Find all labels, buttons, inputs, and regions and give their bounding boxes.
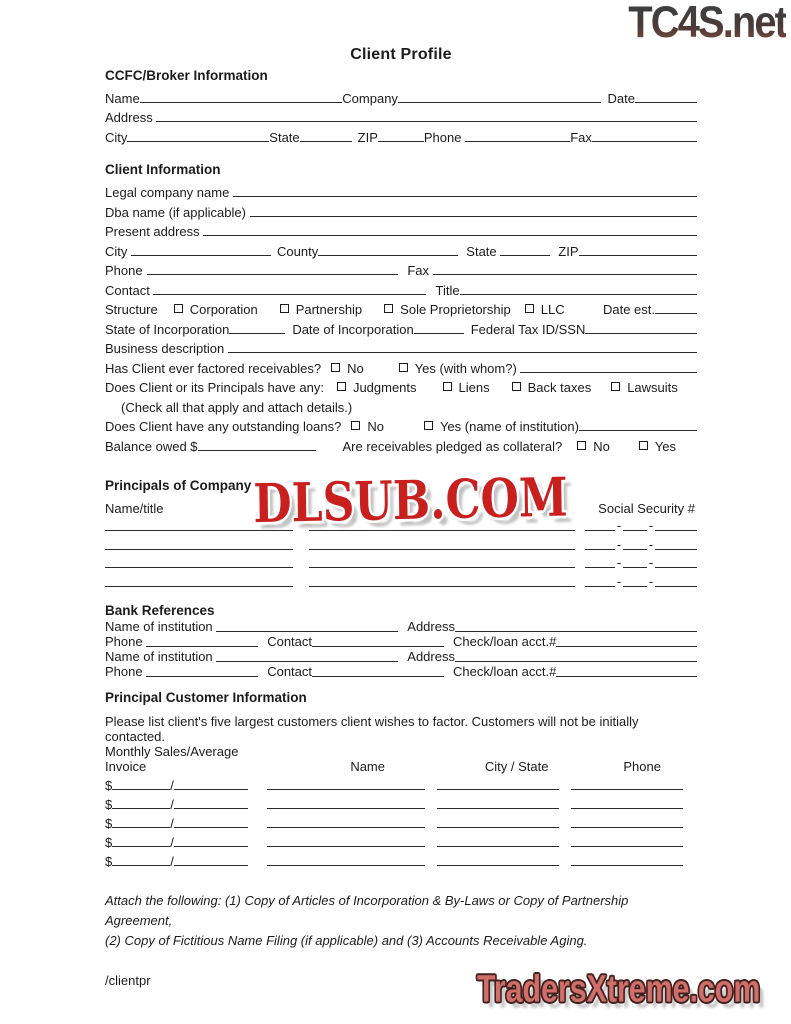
ssn-dash: -: [648, 555, 654, 570]
fill-line: [585, 333, 697, 334]
bank-phone-row-1: [105, 634, 697, 649]
customer-row: [105, 793, 697, 812]
structure-label: Structure: [105, 302, 158, 317]
dollar-sign: $: [105, 796, 113, 812]
dba-name-row: [105, 200, 697, 220]
customer-row: [105, 850, 697, 869]
slash-separator: /: [170, 853, 174, 869]
client-phone-row: [105, 259, 697, 279]
legal-name-row: [105, 181, 697, 201]
fill-line: [623, 530, 647, 531]
factored-yes-label: Yes (with whom?): [414, 360, 521, 376]
fill-line: [146, 676, 258, 677]
fill-line: [571, 865, 683, 866]
fill-line: [312, 676, 444, 677]
fill-line: [216, 661, 398, 662]
fill-line: [198, 450, 316, 451]
ssn-header-label: Social Security #: [598, 500, 695, 516]
checkbox-factored-yes-icon: [399, 363, 408, 372]
customer-row: [105, 831, 697, 850]
name-label: Name: [105, 90, 140, 106]
structure-option-sole-proprietorship: Sole Proprietorship: [400, 302, 511, 317]
fill-line: [105, 549, 293, 550]
checkbox-loans-yes-icon: [424, 421, 433, 430]
client-contact-row: [105, 278, 697, 298]
business-description-row: [105, 337, 697, 357]
phone-label: Phone: [105, 633, 147, 649]
fill-line: [585, 586, 615, 587]
attach-note-line-2: (2) Copy of Fictitious Name Filing (if applicable) and (3) Accounts Receivable Aging.: [105, 932, 588, 948]
title-label: Title: [435, 282, 460, 298]
account-label: Check/loan acct.#: [453, 633, 557, 649]
fill-line: [585, 567, 615, 568]
issue-option-back-taxes: Back taxes: [527, 380, 592, 395]
contact-label: Contact: [105, 282, 154, 298]
fill-line: [556, 676, 697, 677]
form-content: [105, 46, 697, 988]
structure-option-partnership: Partnership: [295, 302, 363, 317]
name-title-label: Name/title: [105, 500, 164, 516]
check-all-note-row: [105, 395, 697, 415]
client-section: [105, 162, 697, 454]
fill-line: [655, 313, 697, 314]
checkbox-back-taxes-icon: [512, 382, 521, 391]
institution-label: Name of institution: [105, 648, 217, 664]
issue-option-liens: Liens: [458, 380, 490, 395]
page-title: Client Profile: [350, 46, 452, 63]
fill-line: [112, 865, 170, 866]
fill-line: [105, 567, 293, 568]
fill-line: [414, 333, 464, 334]
checkbox-judgments-icon: [337, 382, 346, 391]
checkbox-factored-no-icon: [331, 363, 340, 372]
fill-line: [378, 141, 424, 142]
fill-line: [105, 530, 293, 531]
fill-line: [318, 255, 458, 256]
bank-references-section: [105, 603, 697, 679]
structure-option-corporation: Corporation: [189, 302, 258, 317]
fill-line: [623, 586, 647, 587]
fill-line: [309, 567, 575, 568]
contact-label: Contact: [267, 663, 313, 679]
fax-label: Fax: [570, 129, 592, 145]
column-header-phone: Phone: [623, 758, 661, 774]
ssn-dash: -: [648, 518, 654, 533]
dollar-sign: $: [105, 834, 113, 850]
ssn-dash: -: [616, 518, 622, 533]
fill-line: [140, 102, 343, 103]
fill-line: [250, 216, 697, 217]
fill-line: [571, 789, 683, 790]
address-label: Address: [407, 618, 455, 634]
column-header-city-state: City / State: [484, 758, 549, 774]
fill-line: [309, 530, 575, 531]
phone-label: Phone: [105, 263, 143, 278]
fill-line: [267, 865, 425, 866]
customer-section: [105, 690, 697, 869]
slash-separator: /: [170, 777, 174, 793]
fill-line: [233, 196, 697, 197]
fill-line: [433, 274, 697, 275]
company-label: Company: [342, 90, 398, 106]
principal-issues-row: [105, 376, 697, 396]
fill-line: [437, 789, 559, 790]
fill-line: [437, 827, 559, 828]
dlsub-watermark: DLSUB.COM: [252, 465, 569, 535]
checkbox-loans-no-icon: [351, 421, 360, 430]
fill-line: [655, 530, 697, 531]
state-label: State: [466, 243, 501, 259]
checkbox-llc-icon: [525, 304, 534, 313]
customer-row: [105, 812, 697, 831]
broker-heading: CCFC/Broker Information: [105, 68, 268, 83]
outstanding-loans-row: [105, 415, 697, 435]
fill-line: [156, 121, 697, 122]
checkbox-partnership-icon: [280, 304, 289, 313]
fill-line: [309, 586, 575, 587]
principals-header-row: [105, 493, 697, 516]
fill-line: [300, 141, 352, 142]
fill-line: [500, 255, 550, 256]
fill-line: [585, 530, 615, 531]
ssn-dash: -: [616, 536, 622, 552]
bank-phone-row-2: [105, 664, 697, 679]
fax-label: Fax: [407, 263, 433, 278]
checkbox-corporation-icon: [174, 304, 183, 313]
checkbox-lawsuits-icon: [611, 382, 620, 391]
fill-line: [655, 549, 697, 550]
fill-line: [229, 333, 285, 334]
fill-line: [216, 631, 398, 632]
customer-heading: Principal Customer Information: [105, 689, 307, 705]
date-of-incorporation-label: Date of Incorporation: [292, 321, 414, 337]
fill-line: [174, 865, 248, 866]
city-label: City: [105, 129, 128, 145]
ssn-dash: -: [616, 573, 622, 589]
fill-line: [174, 789, 248, 790]
date-label: Date: [607, 90, 636, 106]
check-all-note: (Check all that apply and attach details.): [121, 399, 353, 415]
attach-note: [105, 891, 697, 951]
principal-row: [105, 516, 697, 535]
fill-line: [267, 808, 425, 809]
fill-line: [592, 141, 697, 142]
legal-name-label: Legal company name: [105, 185, 233, 200]
loans-question-label: Does Client have any outstanding loans?: [105, 419, 342, 434]
zip-label: ZIP: [558, 243, 579, 259]
incorporation-row: [105, 317, 697, 337]
fill-line: [147, 274, 399, 275]
fill-line: [105, 586, 293, 587]
phone-label: Phone: [105, 663, 147, 679]
checkbox-collateral-no-icon: [577, 441, 586, 450]
fill-line: [623, 549, 647, 550]
factored-no-label: No: [347, 360, 364, 376]
loans-no-label: No: [367, 419, 384, 434]
fill-line: [635, 102, 697, 103]
principals-heading: Principals of Company: [105, 477, 252, 493]
attach-note-line-1: Attach the following: (1) Copy of Articles of Incorporation & By-Laws or Copy of Partnership Agreement,: [105, 892, 629, 928]
issue-option-lawsuits: Lawsuits: [627, 380, 678, 395]
fill-line: [655, 567, 697, 568]
fill-line: [267, 846, 425, 847]
structure-option-llc: LLC: [540, 302, 565, 317]
principals-section: [105, 478, 697, 590]
balance-owed-row: [105, 434, 697, 454]
account-label: Check/loan acct.#: [453, 663, 557, 679]
state-of-incorporation-label: State of Incorporation: [105, 321, 230, 337]
dollar-sign: $: [105, 815, 113, 831]
fill-line: [174, 808, 248, 809]
fill-line: [520, 372, 697, 373]
fill-line: [571, 846, 683, 847]
business-description-label: Business description: [105, 341, 228, 356]
fill-line: [655, 586, 697, 587]
fill-line: [579, 255, 698, 256]
fill-line: [112, 789, 170, 790]
dba-label: Dba name (if applicable): [105, 204, 250, 220]
present-address-row: [105, 220, 697, 240]
fill-line: [455, 661, 697, 662]
dollar-sign: $: [105, 853, 113, 869]
broker-section: [105, 68, 697, 145]
bank-heading: Bank References: [105, 602, 215, 618]
factored-receivables-row: [105, 356, 697, 376]
federal-tax-label: Federal Tax ID/SSN: [470, 321, 586, 337]
fill-line: [312, 646, 444, 647]
fill-line: [146, 646, 258, 647]
fill-line: [585, 549, 615, 550]
issues-question-label: Does Client or its Principals have any:: [105, 380, 324, 395]
fill-line: [460, 294, 697, 295]
column-header-monthly-sales: Monthly Sales/Average Invoice: [105, 743, 239, 774]
tradersxtreme-watermark: TradersXtreme.com: [477, 967, 761, 1010]
broker-address-row: [105, 106, 697, 126]
fill-line: [174, 827, 248, 828]
fill-line: [112, 846, 170, 847]
balance-owed-label: Balance owed $: [105, 438, 198, 454]
fill-line: [556, 646, 697, 647]
ssn-dash: -: [648, 573, 654, 589]
slash-separator: /: [170, 815, 174, 831]
fill-line: [398, 102, 601, 103]
fill-line: [127, 141, 269, 142]
fill-line: [571, 808, 683, 809]
fill-line: [623, 567, 647, 568]
collateral-no-label: No: [593, 438, 610, 454]
factored-question-label: Has Client ever factored receivables?: [105, 360, 322, 376]
fill-line: [112, 827, 170, 828]
contact-label: Contact: [267, 633, 313, 649]
slash-separator: /: [170, 834, 174, 850]
checkbox-liens-icon: [443, 382, 452, 391]
customer-table-header: [105, 743, 697, 774]
issue-option-judgments: Judgments: [352, 380, 417, 395]
fill-line: [112, 808, 170, 809]
fill-line: [437, 846, 559, 847]
tc4s-watermark: TC4S.net: [628, 0, 786, 47]
checkbox-collateral-yes-icon: [639, 441, 648, 450]
form-code: /clientpr: [105, 972, 151, 988]
ssn-dash: -: [616, 555, 622, 570]
fill-line: [455, 631, 697, 632]
fill-line: [437, 808, 559, 809]
fill-line: [309, 549, 575, 550]
client-heading: Client Information: [105, 161, 221, 177]
customer-row: [105, 774, 697, 793]
fill-line: [437, 865, 559, 866]
fill-line: [203, 235, 697, 236]
bank-institution-row-2: [105, 649, 697, 664]
fill-line: [131, 255, 271, 256]
institution-label: Name of institution: [105, 618, 217, 634]
principal-row: [105, 534, 697, 553]
collateral-yes-label: Yes: [654, 438, 677, 454]
slash-separator: /: [170, 796, 174, 812]
city-label: City: [105, 243, 131, 259]
broker-city-row: [105, 125, 697, 145]
dollar-sign: $: [105, 777, 113, 793]
address-label: Address: [407, 648, 455, 664]
broker-name-row: [105, 86, 697, 106]
state-label: State: [269, 129, 300, 145]
column-header-name: Name: [350, 758, 385, 774]
client-city-row: [105, 239, 697, 259]
zip-label: ZIP: [357, 129, 378, 145]
phone-label: Phone: [423, 129, 466, 145]
structure-row: [105, 298, 697, 318]
date-est-label: Date est.: [602, 302, 655, 317]
fill-line: [267, 827, 425, 828]
principal-row: [105, 553, 697, 572]
checkbox-sole-proprietorship-icon: [384, 304, 393, 313]
fill-line: [571, 827, 683, 828]
address-label: Address: [105, 110, 157, 125]
fill-line: [465, 141, 570, 142]
fill-line: [153, 294, 426, 295]
customer-instruction: Please list client's five largest customers client wishes to factor. Customers will not be initially contacted.: [105, 713, 639, 744]
fill-line: [174, 846, 248, 847]
principal-row: [105, 571, 697, 590]
county-label: County: [277, 243, 319, 259]
collateral-question-label: Are receivables pledged as collateral?: [342, 438, 563, 454]
fill-line: [267, 789, 425, 790]
bank-institution-row-1: [105, 619, 697, 634]
loans-yes-label: Yes (name of institution): [439, 419, 579, 434]
fill-line: [228, 352, 697, 353]
fill-line: [579, 430, 697, 431]
ssn-dash: -: [648, 536, 654, 552]
present-address-label: Present address: [105, 224, 204, 239]
